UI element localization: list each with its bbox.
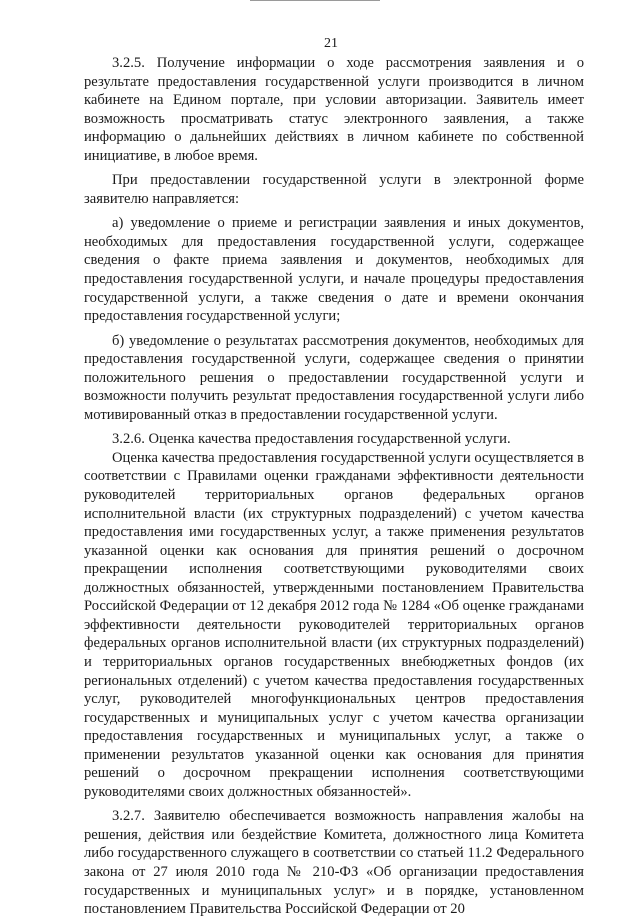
- paragraph-item-b: б) уведомление о результатах рассмотрения документов, необходимых для предоставления государственной услуги, содержащее сведения о принятии положительного решения о предоставлении государственной услуги и возможности получить результат предоставления государственной услуги либо мотивированный отказ в предоставлении государственной услуги.: [84, 332, 584, 423]
- paragraph-3-2-7: 3.2.7. Заявителю обеспечивается возможность направления жалобы на решения, действия или бездействие Комитета, должностного лица Комитета либо государственного служащего в соответствии со статьей 11.2 Федерального закона от 27 июля 2010 года № 210-ФЗ «Об организации предоставления государственных и муниципальных услуг» и в порядке, установленном постановлением Правительства Российской Федерации от 20: [84, 808, 584, 918]
- page-number: 21: [324, 36, 338, 51]
- paragraph-quality-assessment: Оценка качества предоставления государственной услуги осуществляется в соответствии с Правилами оценки гражданами эффективности деятельности руководителей территориальных органов федеральных органов исполнительной власти (их структурных подразделений) с учетом качества предоставления ими государственных услуг, а также применения результатов указанной оценки как основания для принятия решений о досрочном прекращении исполнения соответствующими руководителями своих должностных обязанностей, утвержденными постановлением Правительства Российской Федерации от 12 декабря 2012 года № 1284 «Об оценке гражданами эффективности деятельности руководителей территориальных органов федеральных органов исполнительной власти (их структурных подразделений) и территориальных органов государственных внебюджетных фондов (их региональных отделений) с учетом качества предоставления государственных услуг, руководителей многофункциональных центров предоставления государственных и муниципальных услуг с учетом качества организации предоставления государственных и муниципальных услуг, а также о применении результатов указанной оценки как основания для принятия решений о досрочном прекращении исполнения соответствующими руководителями своих должностных обязанностей».: [84, 449, 584, 800]
- paragraph-3-2-5: 3.2.5. Получение информации о ходе рассмотрения заявления и о результате предоставления государственной услуги производится в личном кабинете на Едином портале, при условии авторизации. Заявитель имеет возможность просматривать статус электронного заявления, а также информацию о дальнейших действиях в личном кабинете по собственной инициативе, в любое время.: [84, 55, 584, 164]
- document-body: [84, 54, 584, 919]
- paragraph-3-2-6-heading: 3.2.6. Оценка качества предоставления государственной услуги.: [112, 431, 511, 448]
- paragraph-electronic-notice-intro: При предоставлении государственной услуги в электронной форме заявителю направляется:: [84, 172, 584, 207]
- paragraph-item-a: а) уведомление о приеме и регистрации заявления и иных документов, необходимых для предоставления государственной услуги, содержащее сведения о факте приема заявления и документов, необходимых для предоставления государственной услуги, и начале процедуры предоставления государственной услуги, а также сведения о дате и времени окончания предоставления государственной услуги;: [84, 215, 584, 325]
- top-border-line: [250, 0, 380, 1]
